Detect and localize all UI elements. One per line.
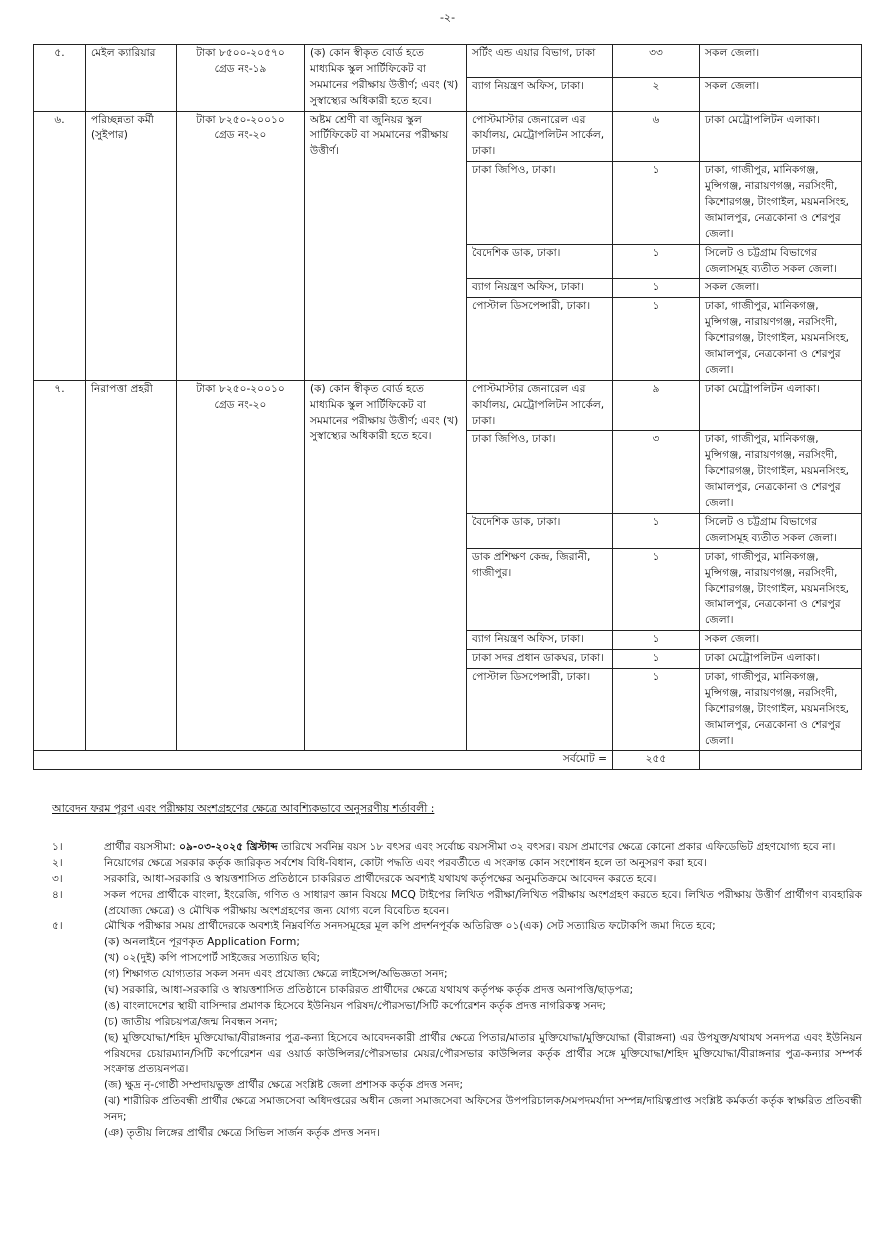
sub-item-cha: (ছ) মুক্তিযোদ্ধা/শহিদ মুক্তিযোদ্ধা/বীরাঙ্গনার পুত্র-কন্যা হিসেবে আবেদনকারী প্রার্থীর ক্ষেত্রে পিতার/মাতার মুক্তিযোদ্ধা/মুক্তিযোদ্ধা (বীরাঙ্গনা) এর উপযুক্ত/যথাযথ সনদপত্র এবং ইউনিয়ন পরিষদের চেয়ারম্যান/সিটি কর্পোরেশন এর ওয়ার্ড কাউন্সিলর/পৌরসভার মেয়র/পৌরসভার কাউন্সিলর কর্তৃক প্রার্থীর সঙ্গে মুক্তিযোদ্ধা/শহিদ মুক্তিযোদ্ধা/বীরাঙ্গনার পুত্র-কন্যার সম্পর্ক সংক্রান্ত প্রত্যয়নপত্র। [104,1031,862,1076]
pay-scale-cell [177,380,305,751]
office-cell: পোস্টাল ডিসপেন্সারী, ঢাকা। [467,298,613,380]
sub-item-umo: (ঙ) বাংলাদেশের স্থায়ী বাসিন্দার প্রমাণক হিসেবে ইউনিয়ন পরিষদ/পৌরসভা/সিটি কর্পোরেশন কর্তৃক প্রদত্ত নাগরিকত্ব সনদ; [104,999,606,1012]
table-row [34,45,862,78]
sub-item-ca: (চ) জাতীয় পরিচয়পত্র/জন্ম নিবন্ধন সনদ; [104,1015,278,1028]
condition-text: মৌখিক পরীক্ষার সময় প্রার্থীদেরকে অবশ্যই নিম্নবর্ণিত সনদসমূহের মূল কপি প্রদর্শনপূর্বক অতিরিক্ত ০১(এক) সেট সত্যায়িত ফটোকপি জমা দিতে হবে; [104,920,716,933]
office-cell: পোস্টমাস্টার জেনারেল এর কার্যালয়, মেট্রোপলিটন সার্কেল, ঢাকা। [467,111,613,162]
districts-cell: ঢাকা মেট্রোপলিটন এলাকা। [700,111,862,162]
condition-number: ৩। [52,872,63,885]
conditions-title: আবেদন ফরম পূরণ এবং পরীক্ষায় অংশগ্রহণের ক্ষেত্রে আবশ্যিকভাবে অনুসরণীয় শর্তাবলী : [52,802,435,815]
office-cell: ডাক প্রশিক্ষণ কেন্দ্র, জিরানী, গাজীপুর। [467,548,613,630]
table-row [34,380,862,431]
sub-item-ga: (গ) শিক্ষাগত যোগ্যতার সকল সনদ এবং প্রযোজ্য ক্ষেত্রে লাইসেন্স/অভিজ্ঞতা সনদ; [104,968,448,981]
condition-text: সরকারি, আধা-সরকারি ও স্বায়ত্তশাসিত প্রতিষ্ঠানে চাকরিরত প্রার্থীদেরকে অবশ্যই যথাযথ কর্তৃপক্ষের অনুমতিক্রমে আবেদন করতে হবে। [104,872,657,885]
post-count-cell: ১ [613,650,700,669]
sub-item-gha: (ঘ) সরকারি, আধা-সরকারি ও স্বায়ত্তশাসিত প্রতিষ্ঠানে চাকরিরত প্রার্থীদের ক্ষেত্রে যথাযথ কর্তৃপক্ষ কর্তৃক প্রদত্ত অনাপত্তি/ছাড়পত্র; [104,984,634,997]
post-count-cell: ১ [613,631,700,650]
post-count-cell: ১ [613,279,700,298]
districts-cell: সকল জেলা। [700,78,862,111]
total-row [34,751,862,770]
post-name-cell: নিরাপত্তা প্রহরী [86,380,177,751]
office-cell: বৈদেশিক ডাক, ঢাকা। [467,513,613,548]
condition-number: ৪। [52,888,63,901]
post-count-cell: ১ [613,548,700,630]
condition-item [52,840,862,856]
condition-number: ৫। [52,920,63,933]
total-label: সর্বমোট = [34,751,613,770]
post-name-cell: মেইল ক্যারিয়ার [86,45,177,112]
total-value: ২৫৫ [613,751,700,770]
office-cell: ব্যাগ নিয়ন্ত্রণ অফিস, ঢাকা। [467,78,613,111]
districts-cell: সকল জেলা। [700,45,862,78]
condition-number: ২। [52,856,63,869]
districts-cell: সিলেট ও চট্টগ্রাম বিভাগের জেলাসমূহ ব্যতীত সকল জেলা। [700,244,862,279]
vacancy-table [33,44,862,770]
condition-item [52,872,862,888]
office-cell: পোস্টাল ডিসপেন্সারী, ঢাকা। [467,668,613,750]
districts-cell: ঢাকা মেট্রোপলিটন এলাকা। [700,380,862,431]
serial-cell: ৫. [34,45,86,112]
districts-cell: ঢাকা, গাজীপুর, মানিকগঞ্জ, মুন্সিগঞ্জ, নারায়ণগঞ্জ, নরসিংদী, কিশোরগঞ্জ, টাংগাইল, ময়মনসিংহ, জামালপুর, নেত্রকোনা ও শেরপুর জেলা। [700,162,862,244]
pay-scale-cell [177,45,305,112]
pay-scale: টাকা ৮২৫০-২০০১০ [196,113,285,126]
condition-text: তারিখে সর্বনিম্ন বয়স ১৮ বৎসর এবং সর্বোচ্চ বয়সসীমা ৩২ বৎসর। বয়স প্রমাণের ক্ষেত্রে কোনো প্রকার এফিডেভিট গ্রহণযোগ্য হবে না। [277,841,836,853]
post-count-cell: ১ [613,513,700,548]
condition-text: প্রার্থীর বয়সসীমা: [104,841,180,853]
condition-item [52,856,862,872]
post-count-cell: ১ [613,668,700,750]
post-count-cell: ৯ [613,380,700,431]
post-name-cell: পরিচ্ছন্নতা কর্মী (সুইপার) [86,111,177,380]
condition-date: ০৯-০৩-২০২৫ খ্রিস্টাব্দ [179,841,278,853]
condition-number: ১। [52,841,63,853]
condition-item [52,888,862,920]
condition-text: নিয়োগের ক্ষেত্রে সরকার কর্তৃক জারিকৃত সর্বশেষ বিধি-বিধান, কোটা পদ্ধতি এবং পরবর্তীতে এ সংক্রান্ত কোন সংশোধন হলে তা অনুসরণ করা হবে। [104,856,707,869]
sub-item-jha: (ঝ) শারীরিক প্রতিবন্ধী প্রার্থীর ক্ষেত্রে সমাজসেবা অধিদপ্তরের অধীন জেলা সমাজসেবা অফিসের উপপরিচালক/সমপদমর্যাদা সম্পন্ন/দায়িত্বপ্রাপ্ত সংশ্লিষ্ট কর্মকর্তা কর্তৃক স্বাক্ষরিত প্রতিবন্ধী সনদ; [104,1095,862,1124]
pay-scale: টাকা ৮৫০০-২০৫৭০ [196,47,285,59]
conditions-list [52,840,862,1142]
post-count-cell: ১ [613,244,700,279]
sub-item-nya: (ঞ) তৃতীয় লিঙ্গের প্রার্থীর ক্ষেত্রে সিভিল সার্জন কর্তৃক প্রদত্ত সনদ। [104,1127,380,1140]
serial-cell: ৭. [34,380,86,751]
grade: গ্রেড নং-২০ [214,398,267,411]
post-count-cell: ১ [613,162,700,244]
districts-cell: ঢাকা, গাজীপুর, মানিকগঞ্জ, মুন্সিগঞ্জ, নারায়ণগঞ্জ, নরসিংদী, কিশোরগঞ্জ, টাংগাইল, ময়মনসিংহ, জামালপুর, নেত্রকোনা ও শেরপুর জেলা। [700,668,862,750]
condition-item [52,919,862,935]
qualification-cell: (ক) কোন স্বীকৃত বোর্ড হতে মাধ্যমিক স্কুল সার্টিফিকেট বা সমমানের পরীক্ষায় উত্তীর্ণ; এবং (খ) সুস্বাস্থ্যের অধিকারী হতে হবে। [305,45,467,112]
districts-cell: সকল জেলা। [700,279,862,298]
office-cell: ব্যাগ নিয়ন্ত্রণ অফিস, ঢাকা। [467,279,613,298]
total-empty-cell [700,751,862,770]
districts-cell: ঢাকা, গাজীপুর, মানিকগঞ্জ, মুন্সিগঞ্জ, নারায়ণগঞ্জ, নরসিংদী, কিশোরগঞ্জ, টাংগাইল, ময়মনসিংহ, জামালপুর, নেত্রকোনা ও শেরপুর জেলা। [700,548,862,630]
districts-cell: ঢাকা মেট্রোপলিটন এলাকা। [700,650,862,669]
grade: গ্রেড নং-২০ [214,129,267,142]
districts-cell: ঢাকা, গাজীপুর, মানিকগঞ্জ, মুন্সিগঞ্জ, নারায়ণগঞ্জ, নরসিংদী, কিশোরগঞ্জ, টাংগাইল, ময়মনসিংহ, জামালপুর, নেত্রকোনা ও শেরপুর জেলা। [700,431,862,513]
office-cell: সর্টিং এন্ড এয়ার বিভাগ, ঢাকা [467,45,613,78]
office-cell: ঢাকা সদর প্রধান ডাকঘর, ঢাকা। [467,650,613,669]
office-cell: ঢাকা জিপিও, ঢাকা। [467,162,613,244]
qualification-cell: অষ্টম শ্রেণী বা জুনিয়র স্কুল সার্টিফিকেট বা সমমানের পরীক্ষায় উত্তীর্ণ। [305,111,467,380]
sub-item-ka: (ক) অনলাইনে পূরণকৃত Application Form; [104,936,300,949]
post-count-cell: ২ [613,78,700,111]
post-count-cell: ৬ [613,111,700,162]
condition-text: সকল পদের প্রার্থীকে বাংলা, ইংরেজি, গণিত ও সাধারণ জ্ঞান বিষয়ে MCQ টাইপের লিখিত পরীক্ষা/লিখিত পরীক্ষায় অংশগ্রহণ করতে হবে। লিখিত পরীক্ষায় উত্তীর্ণ প্রার্থীগণ ব্যবহারিক (প্রযোজ্য ক্ষেত্রে) ও মৌখিক পরীক্ষায় অংশগ্রহণের জন্য যোগ্য বলে বিবেচিত হবেন। [104,888,862,917]
post-count-cell: ৩৩ [613,45,700,78]
post-count-cell: ৩ [613,431,700,513]
page-number: -২- [439,11,456,24]
office-cell: বৈদেশিক ডাক, ঢাকা। [467,244,613,279]
table-row [34,111,862,162]
districts-cell: সিলেট ও চট্টগ্রাম বিভাগের জেলাসমূহ ব্যতীত সকল জেলা। [700,513,862,548]
post-count-cell: ১ [613,298,700,380]
pay-scale-cell [177,111,305,380]
office-cell: পোস্টমাস্টার জেনারেল এর কার্যালয়, মেট্রোপলিটন সার্কেল, ঢাকা। [467,380,613,431]
sub-item-kha: (খ) ০২(দুই) কপি পাসপোর্ট সাইজের সত্যায়িত ছবি; [104,952,321,965]
office-cell: ব্যাগ নিয়ন্ত্রণ অফিস, ঢাকা। [467,631,613,650]
districts-cell: ঢাকা, গাজীপুর, মানিকগঞ্জ, মুন্সিগঞ্জ, নারায়ণগঞ্জ, নরসিংদী, কিশোরগঞ্জ, টাংগাইল, ময়মনসিংহ, জামালপুর, নেত্রকোনা ও শেরপুর জেলা। [700,298,862,380]
grade: গ্রেড নং-১৯ [214,62,267,75]
office-cell: ঢাকা জিপিও, ঢাকা। [467,431,613,513]
serial-cell: ৬. [34,111,86,380]
districts-cell: সকল জেলা। [700,631,862,650]
pay-scale: টাকা ৮২৫০-২০০১০ [196,382,285,395]
sub-item-ja: (জ) ক্ষুদ্র নৃ-গোষ্ঠী সম্প্রদায়ভুক্ত প্রার্থীর ক্ষেত্রে সংশ্লিষ্ট জেলা প্রশাসক কর্তৃক প্রদত্ত সনদ; [104,1079,464,1092]
qualification-cell: (ক) কোন স্বীকৃত বোর্ড হতে মাধ্যমিক স্কুল সার্টিফিকেট বা সমমানের পরীক্ষায় উত্তীর্ণ; এবং (খ) সুস্বাস্থ্যের অধিকারী হতে হবে। [305,380,467,751]
